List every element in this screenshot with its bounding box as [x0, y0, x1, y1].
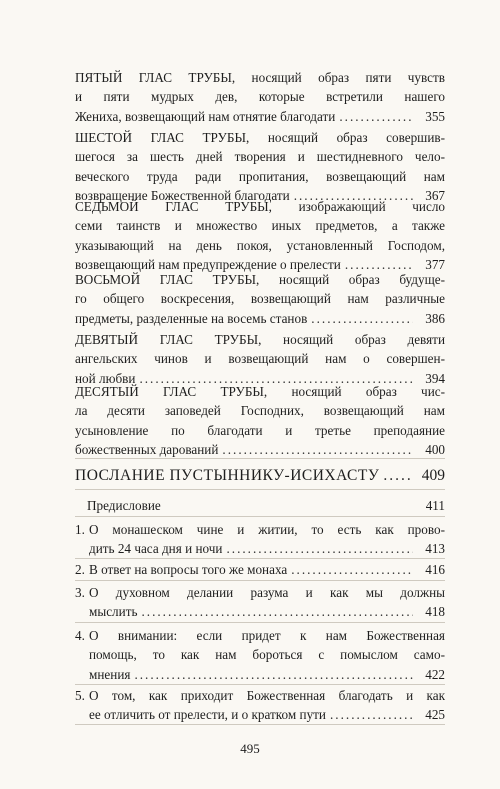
entry-text-line: В ответ на вопросы того же монаха	[89, 562, 288, 577]
section-divider	[75, 724, 445, 725]
page-number: 425	[425, 707, 445, 723]
page-number: 418	[425, 604, 445, 620]
page-number: 413	[425, 541, 445, 557]
entry-text-line: Жениха, возвещающий нам отнятие благодати	[75, 108, 336, 124]
dot-leader	[383, 466, 413, 486]
dot-leader	[311, 309, 413, 328]
page-number: 416	[425, 562, 445, 577]
dot-leader	[222, 440, 413, 459]
entry-text-line: СЕДЬМОЙ ГЛАС ТРУБЫ, изображающий число	[75, 199, 445, 214]
entry-text-line: го общего воскресения, возвещающий нам различные	[75, 291, 445, 307]
entry-text-line: возвращение Божественной благодати	[75, 187, 290, 203]
entry-text-line: ШЕСТОЙ ГЛАС ТРУБЫ, носящий образ совершив-	[75, 130, 445, 145]
section-divider	[75, 622, 445, 623]
toc-entry-eighth-trumpet[interactable]	[75, 270, 445, 328]
entry-text-line: дить 24 часа дня и ночи	[89, 541, 223, 557]
page-number: 400	[425, 441, 445, 457]
entry-text-line: ла десяти заповедей Господних, возвещающий нам	[75, 403, 445, 419]
page-number: 355	[425, 108, 445, 124]
entry-text-line: усыновление по благодати и третье преподаяние	[75, 422, 445, 438]
section-divider	[75, 516, 445, 517]
dot-leader	[134, 665, 413, 684]
footer-page-number: 495	[240, 741, 260, 756]
dot-leader	[141, 602, 413, 621]
entry-text-line: ангельских чинов и возвещающий нам о совершен-	[75, 351, 445, 367]
dot-leader	[339, 107, 413, 126]
section-divider	[75, 580, 445, 581]
entry-text-line: семи таинств и множество иных предметов, а также	[75, 218, 445, 234]
entry-text-line: ее отличить от прелести, и о кратком пути	[89, 707, 326, 723]
item-number: 3.	[75, 585, 85, 600]
toc-entry-preface[interactable]	[75, 496, 445, 515]
entry-text-line: ной любви	[75, 370, 136, 386]
preface-title: Предисловие	[87, 498, 161, 513]
entry-text-line: и пяти мудрых дев, которые встретили нашего	[75, 89, 445, 105]
item-number: 4.	[75, 628, 85, 643]
entry-text-line: возвещающий нам предупреждение о прелести	[75, 256, 341, 272]
toc-item-5[interactable]	[75, 686, 445, 725]
entry-text-line: помощь, то как нам бороться с помыслом само-	[89, 647, 445, 663]
entry-text-line: веческого труда ради пропитания, возвещающий нам	[75, 168, 445, 184]
dot-leader	[291, 560, 413, 579]
entry-text-line: предметы, разделенные на восемь станов	[75, 310, 308, 326]
toc-item-2[interactable]	[75, 560, 445, 579]
toc-item-3[interactable]	[75, 583, 445, 622]
page-number: 367	[425, 187, 445, 203]
entry-text-line: указывающий на день покоя, установленный Господом,	[75, 237, 445, 253]
page-number: 409	[421, 467, 445, 484]
section-divider	[75, 684, 445, 685]
entry-text-line: О том, как приходит Божественная благодать и как	[89, 688, 445, 703]
toc-section-epistle[interactable]	[75, 466, 445, 486]
entry-text-line: мнения	[89, 666, 131, 682]
entry-text-line: О монашеском чине и житии, то есть как прово-	[89, 522, 445, 537]
entry-text-line: божественных дарований	[75, 441, 219, 457]
toc-entry-ninth-trumpet[interactable]	[75, 330, 445, 388]
section-divider	[75, 458, 445, 459]
toc-entry-seventh-trumpet[interactable]	[75, 197, 445, 274]
entry-text-line: шегося за шесть дней творения и шестидневного чело-	[75, 149, 445, 165]
page-number: 377	[425, 256, 445, 272]
section-divider	[75, 489, 445, 490]
toc-entry-tenth-trumpet[interactable]	[75, 382, 445, 459]
section-divider	[75, 558, 445, 559]
entry-text-line: ДЕСЯТЫЙ ГЛАС ТРУБЫ, носящий образ чис-	[75, 384, 445, 399]
toc-item-4[interactable]	[75, 626, 445, 684]
section-title: ПОСЛАНИЕ ПУСТЫННИКУ-ИСИХАСТУ	[75, 467, 380, 484]
page-number: 411	[425, 498, 445, 513]
page-number: 422	[425, 666, 445, 682]
dot-leader	[330, 705, 413, 724]
page-number: 386	[425, 310, 445, 326]
entry-text-line: ДЕВЯТЫЙ ГЛАС ТРУБЫ, носящий образ девяти	[75, 332, 445, 347]
dot-leader	[226, 539, 413, 558]
entry-text-line: О внимании: если придет к нам Божественная	[89, 628, 445, 643]
entry-text-line: мыслить	[89, 604, 138, 620]
item-number: 5.	[75, 688, 85, 703]
entry-text-line: О духовном делании разума и как мы должны	[89, 585, 445, 600]
toc-entry-fifth-trumpet[interactable]	[75, 68, 445, 126]
entry-text-line: ПЯТЫЙ ГЛАС ТРУБЫ, носящий образ пяти чувств	[75, 70, 445, 85]
page-number: 394	[425, 370, 445, 386]
entry-text-line: ВОСЬМОЙ ГЛАС ТРУБЫ, носящий образ будуще-	[75, 272, 445, 287]
toc-entry-sixth-trumpet[interactable]	[75, 128, 445, 205]
item-number: 2.	[75, 562, 85, 577]
toc-item-1[interactable]	[75, 520, 445, 559]
item-number: 1.	[75, 522, 85, 537]
